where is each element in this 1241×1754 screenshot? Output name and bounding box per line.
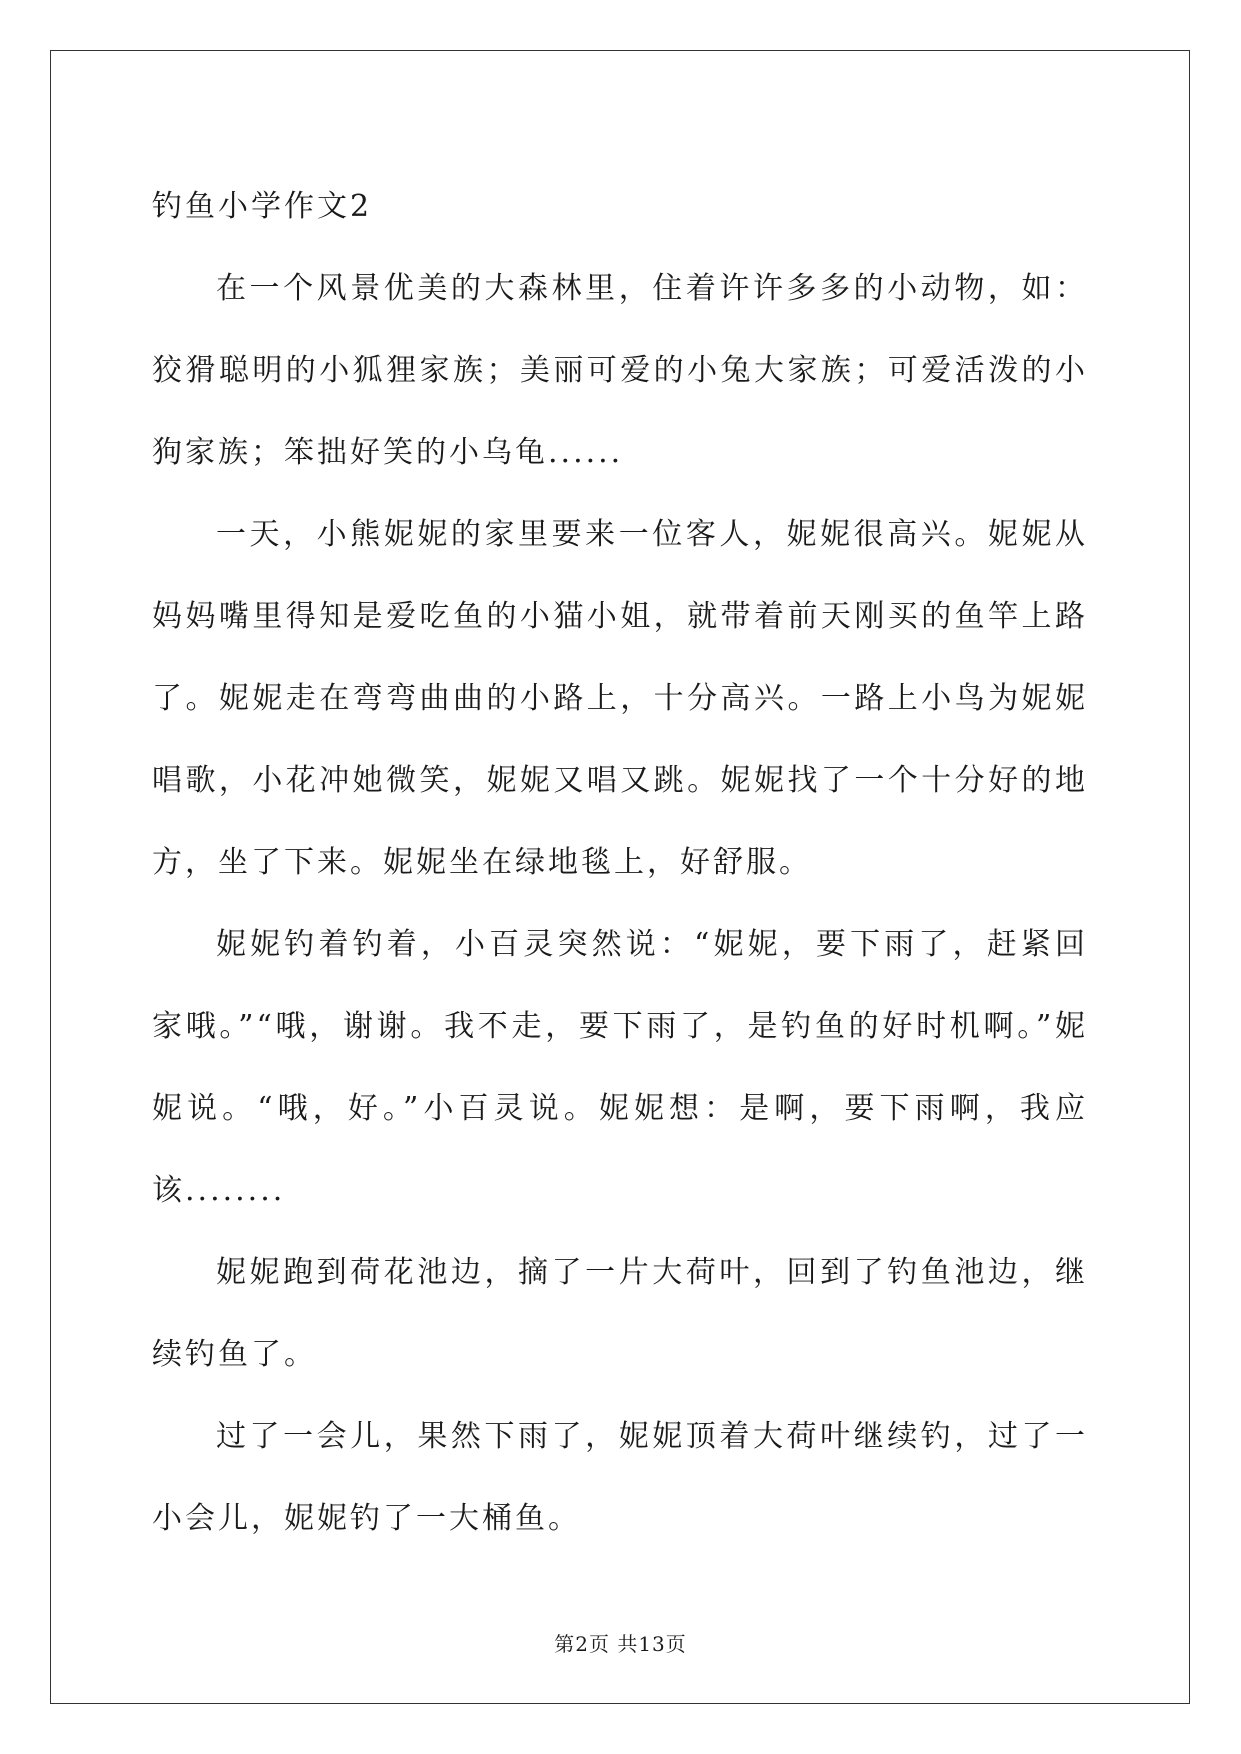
paragraph-2: 一天，小熊妮妮的家里要来一位客人，妮妮很高兴。妮妮从妈妈嘴里得知是爱吃鱼的小猫小姐，就带着前天刚买的鱼竿上路了。妮妮走在弯弯曲曲的小路上，十分高兴。一路上小鸟为妮妮唱歌，小花冲她微笑，妮妮又唱又跳。妮妮找了一个十分好的地方，坐了下来。妮妮坐在绿地毯上，好舒服。 [152, 517, 1088, 880]
document-title: 钓鱼小学作文2 [152, 189, 373, 224]
page-number: 第2页 共13页 [554, 1632, 687, 1656]
paragraph-3: 妮妮钓着钓着，小百灵突然说：“妮妮，要下雨了，赶紧回家哦。”“哦，谢谢。我不走，要下雨了，是钓鱼的好时机啊。”妮妮说。“哦，好。”小百灵说。妮妮想：是啊，要下雨啊，我应该........ [152, 927, 1088, 1208]
paragraph-4: 妮妮跑到荷花池边，摘了一片大荷叶，回到了钓鱼池边，继续钓鱼了。 [152, 1255, 1088, 1372]
document-body [152, 166, 1088, 1560]
paragraph-5: 过了一会儿，果然下雨了，妮妮顶着大荷叶继续钓，过了一小会儿，妮妮钓了一大桶鱼。 [152, 1419, 1088, 1536]
paragraph-1: 在一个风景优美的大森林里，住着许许多多的小动物，如：狡猾聪明的小狐狸家族；美丽可爱的小兔大家族；可爱活泼的小狗家族；笨拙好笑的小乌龟...... [152, 271, 1088, 470]
